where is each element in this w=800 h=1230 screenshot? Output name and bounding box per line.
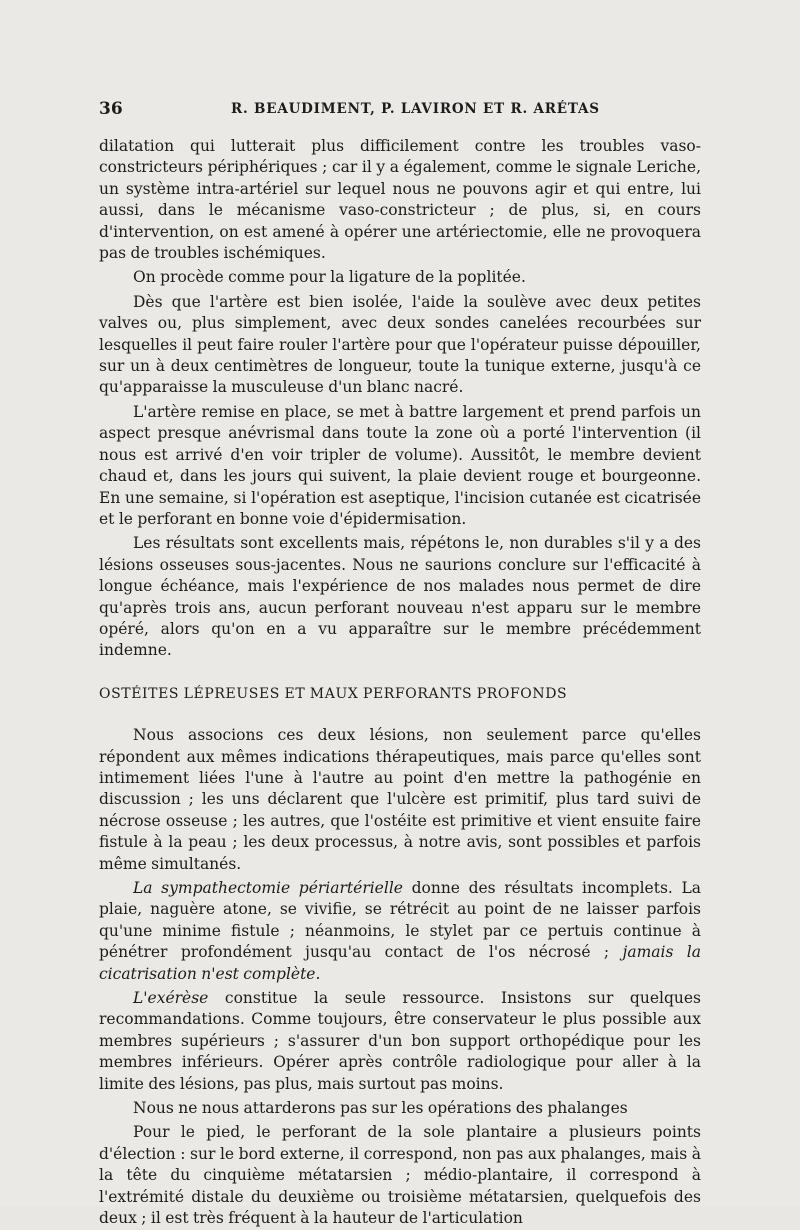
body-text — [99, 136, 701, 1230]
paragraph-7 — [99, 878, 701, 985]
paragraph-10: Pour le pied, le perforant de la sole plantaire a plusieurs points d'élection : sur le bord externe, il correspond, non pas aux phalanges, mais à la tête du cinquième métatarsien ; médio-plantaire, il correspond à l'extrémité distale du deuxième ou troisième métatarsien, quelquefois des deux ; il est très fréquent à la hauteur de l'articulation — [99, 1123, 701, 1228]
paragraph-6: Nous associons ces deux lésions, non seulement parce qu'elles répondent aux mêmes indications thérapeutiques, mais parce qu'elles sont intimement liées l'une à l'autre au point d'en mettre la pathogénie en discussion ; les uns déclarent que l'ulcère est primitif, plus tard suivi de nécrose osseuse ; les autres, que l'ostéite est primitive et vient ensuite faire fistule à la peau ; les deux processus, à notre avis, sont possibles et parfois même simultanés. — [99, 726, 701, 873]
page-number: 36 — [99, 99, 123, 119]
section-heading: OSTÉITES LÉPREUSES ET MAUX PERFORANTS PROFONDS — [99, 685, 568, 702]
italic-term-sympathectomie: La sympathectomie périartérielle — [133, 879, 403, 897]
paragraph-9: Nous ne nous attarderons pas sur les opérations des phalanges — [133, 1099, 628, 1118]
paragraph-8 — [99, 988, 701, 1095]
paragraph-2: On procède comme pour la ligature de la poplitée. — [133, 268, 526, 287]
paragraph-5: Les résultats sont excellents mais, répétons le, non durables s'il y a des lésions osseuses sous-jacentes. Nous ne saurions conclure sur l'efficacité à longue échéance, mais l'expérience de nos malades nous permet de dire qu'après trois ans, aucun perforant nouveau n'est apparu sur le membre opéré, alors qu'on en a vu apparaître sur le membre précédemment indemne. — [99, 534, 701, 660]
italic-term-exerese: L'exérèse — [133, 989, 209, 1008]
italic-conclusion: jamais la cicatrisation n'est complète. — [99, 943, 701, 983]
paragraph-8-text: constitue la seule ressource. Insistons sur quelques recommandations. Comme toujours, être conservateur le plus possible aux membres supérieurs ; s'assurer d'un bon support orthopédique pour les membres inférieurs. Opérer après contrôle radiologique pour aller à la limite des lésions, pas plus, mais surtout pas moins. — [99, 989, 701, 1093]
paragraph-7-text: donne des résultats incomplets. La plaie, naguère atone, se vivifie, se rétrécit au point de ne laisser parfois qu'une minime fistule ; néanmoins, le stylet par ce pertuis continue à pénétrer profondément jusqu'au contact de l'os nécrosé ; — [99, 879, 701, 962]
paragraph-3: Dès que l'artère est bien isolée, l'aide la soulève avec deux petites valves ou, plus simplement, avec deux sondes canelées recourbées sur lesquelles il peut faire rouler l'artère pour que l'opérateur puisse dépouiller, sur un à deux centimètres de longueur, toute la tunique externe, jusqu'à ce qu'apparaisse la musculeuse d'un blanc nacré. — [99, 292, 701, 397]
paragraph-1: dilatation qui lutterait plus difficilement contre les troubles vaso-constricteurs périphériques ; car il y a également, comme le signale Leriche, un système intra-artériel sur lequel nous ne pouvons agir et qui entre, lui aussi, dans le mécanisme vaso-constricteur ; de plus, si, en cours d'intervention, on est amené à opérer une artériectomie, elle ne provoquera pas de troubles ischémiques. — [99, 137, 701, 263]
page-header — [99, 99, 764, 123]
running-head: R. BEAUDIMENT, P. LAVIRON ET R. ARÉTAS — [231, 101, 600, 117]
paragraph-4: L'artère remise en place, se met à battre largement et prend parfois un aspect presque anévrismal dans toute la zone où a porté l'intervention (il nous est arrivé d'en voir tripler de volume). Aussitôt, le membre devient chaud et, dans les jours qui suivent, la plaie devient rouge et bourgeonne. En une semaine, si l'opération est aseptique, l'incision cutanée est cicatrisée et le perforant en bonne voie d'épidermisation. — [99, 402, 701, 528]
